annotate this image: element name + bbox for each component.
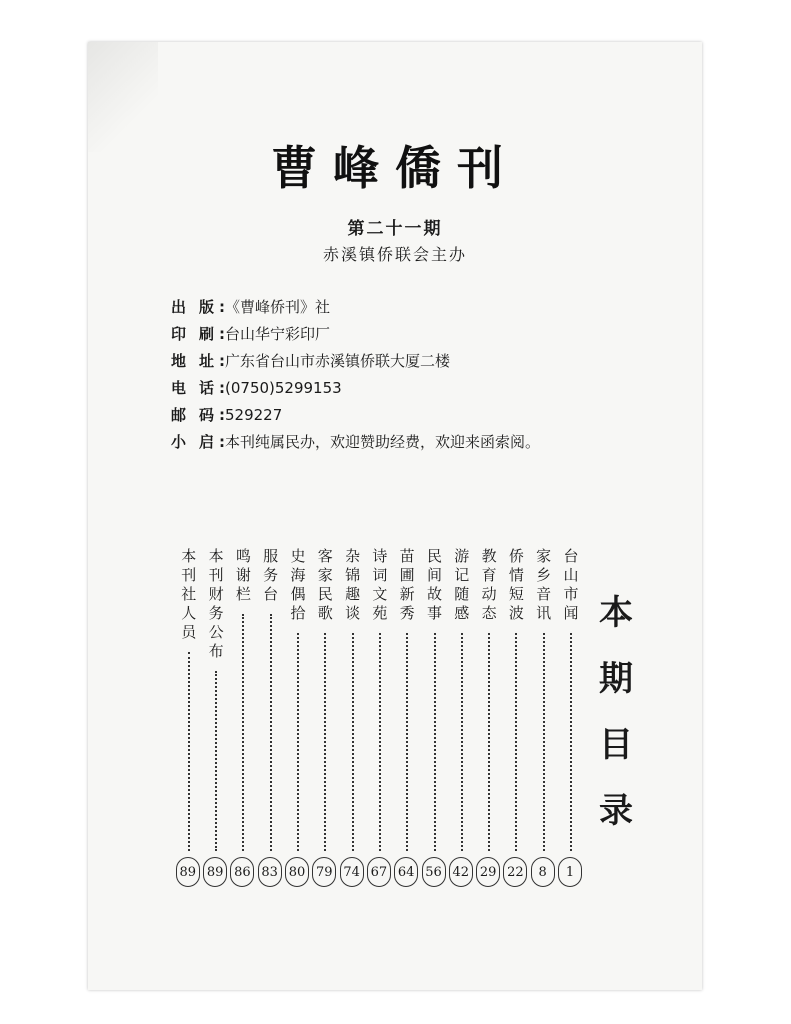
toc-heading-char: 本 [599,593,633,633]
info-label [171,402,219,429]
toc-leader-dots [379,633,381,851]
info-row [171,348,540,375]
toc-leader-dots [242,614,244,851]
toc-entry [394,547,420,887]
toc-leader-dots [270,614,272,851]
toc-entry-title: 侨 情 短 波 [508,547,524,622]
issue-number: 第二十一期 [347,219,443,239]
info-value: (0750)5299153 [225,379,342,397]
toc-entry-title: 服 务 台 [263,547,279,603]
toc-page-number: 83 [258,857,282,887]
toc-leader-dots [324,633,326,851]
info-row [171,294,540,321]
toc-entry-title: 杂 锦 趣 谈 [345,547,361,622]
info-label [171,429,219,456]
info-row [171,321,540,348]
toc-entry-title: 苗 圃 新 秀 [399,547,415,622]
toc-heading-char: 期 [599,659,633,699]
toc-entry-title: 台 山 市 闻 [563,547,579,622]
info-value: 本刊纯属民办，欢迎赞助经费，欢迎来函索阅。 [225,433,541,451]
info-value: 台山华宁彩印厂 [225,325,331,343]
toc-entry [558,547,584,887]
toc-entry-title: 民 间 故 事 [426,547,442,622]
toc-entry [340,547,366,887]
toc-entry-title: 客 家 民 歌 [317,547,333,622]
toc-entry [449,547,475,887]
toc-entry [476,547,502,887]
toc-heading-char: 录 [599,791,633,831]
toc-leader-dots [543,633,545,851]
info-separator: : [219,352,225,370]
magazine-title: 曹峰僑刊 [271,141,519,195]
toc-page-number: 29 [476,857,500,887]
info-row [171,375,540,402]
info-label-char: 码 [199,406,215,424]
info-label-char: 电 [171,379,187,397]
toc-leader-dots [215,671,217,851]
toc-leader-dots [488,633,490,851]
toc-entry [503,547,529,887]
toc-heading-char: 目 [599,725,633,765]
toc-page-number: 8 [531,857,555,887]
toc-page-number: 80 [285,857,309,887]
toc-page-number: 1 [558,857,582,887]
info-label-char: 邮 [171,406,187,424]
toc-entry [203,547,229,887]
toc-leader-dots [297,633,299,851]
toc-entry [531,547,557,887]
info-separator: : [219,433,225,451]
toc-page-number: 74 [340,857,364,887]
info-label-char: 地 [171,352,187,370]
info-separator: : [219,379,225,397]
toc-leader-dots [406,633,408,851]
toc-page-number: 22 [503,857,527,887]
toc-entry-title: 鸣 谢 栏 [235,547,251,603]
toc-page-number: 56 [422,857,446,887]
toc-heading [596,580,636,844]
info-row [171,429,540,456]
toc-leader-dots [188,652,190,851]
organizer-line: 赤溪镇侨联会主办 [322,245,467,264]
toc-leader-dots [434,633,436,851]
info-label-char: 话 [199,379,215,397]
toc-leader-dots [570,633,572,851]
info-label [171,321,219,348]
document-page [88,42,702,990]
info-separator: : [219,406,225,424]
toc-entry-title: 诗 词 文 苑 [372,547,388,622]
toc-entry [422,547,448,887]
toc-entry [285,547,311,887]
info-label [171,348,219,375]
info-row [171,402,540,429]
toc-entry [367,547,393,887]
info-value: 《曹峰侨刊》社 [225,298,331,316]
table-of-contents [174,547,584,887]
toc-entry-title: 史 海 偶 拾 [290,547,306,622]
info-separator: : [219,325,225,343]
toc-entry-title: 本 刊 社 人 员 [181,547,197,641]
info-label-char: 出 [171,298,187,316]
info-label [171,294,219,321]
toc-page-number: 79 [312,857,336,887]
toc-page-number: 42 [449,857,473,887]
toc-entry-title: 本 刊 财 务 公 布 [208,547,224,660]
toc-page-number: 67 [367,857,391,887]
toc-leader-dots [461,633,463,851]
toc-entry [312,547,338,887]
toc-entry-title: 家 乡 音 讯 [536,547,552,622]
toc-entry [230,547,256,887]
toc-page-number: 89 [203,857,227,887]
info-value: 广东省台山市赤溪镇侨联大厦二楼 [225,352,451,370]
toc-entry-title: 游 记 随 感 [454,547,470,622]
toc-entry-title: 教 育 动 态 [481,547,497,622]
toc-leader-dots [515,633,517,851]
toc-entry [258,547,284,887]
toc-leader-dots [352,633,354,851]
toc-entry [176,547,202,887]
publication-info [171,294,540,456]
toc-page-number: 64 [394,857,418,887]
info-label-char: 址 [199,352,215,370]
info-label-char: 印 [171,325,187,343]
info-label-char: 启 [199,433,215,451]
info-label-char: 小 [171,433,187,451]
info-label-char: 刷 [199,325,215,343]
info-separator: : [219,298,225,316]
toc-page-number: 86 [230,857,254,887]
info-value: 529227 [225,406,283,424]
toc-page-number: 89 [176,857,200,887]
info-label [171,375,219,402]
info-label-char: 版 [199,298,215,316]
